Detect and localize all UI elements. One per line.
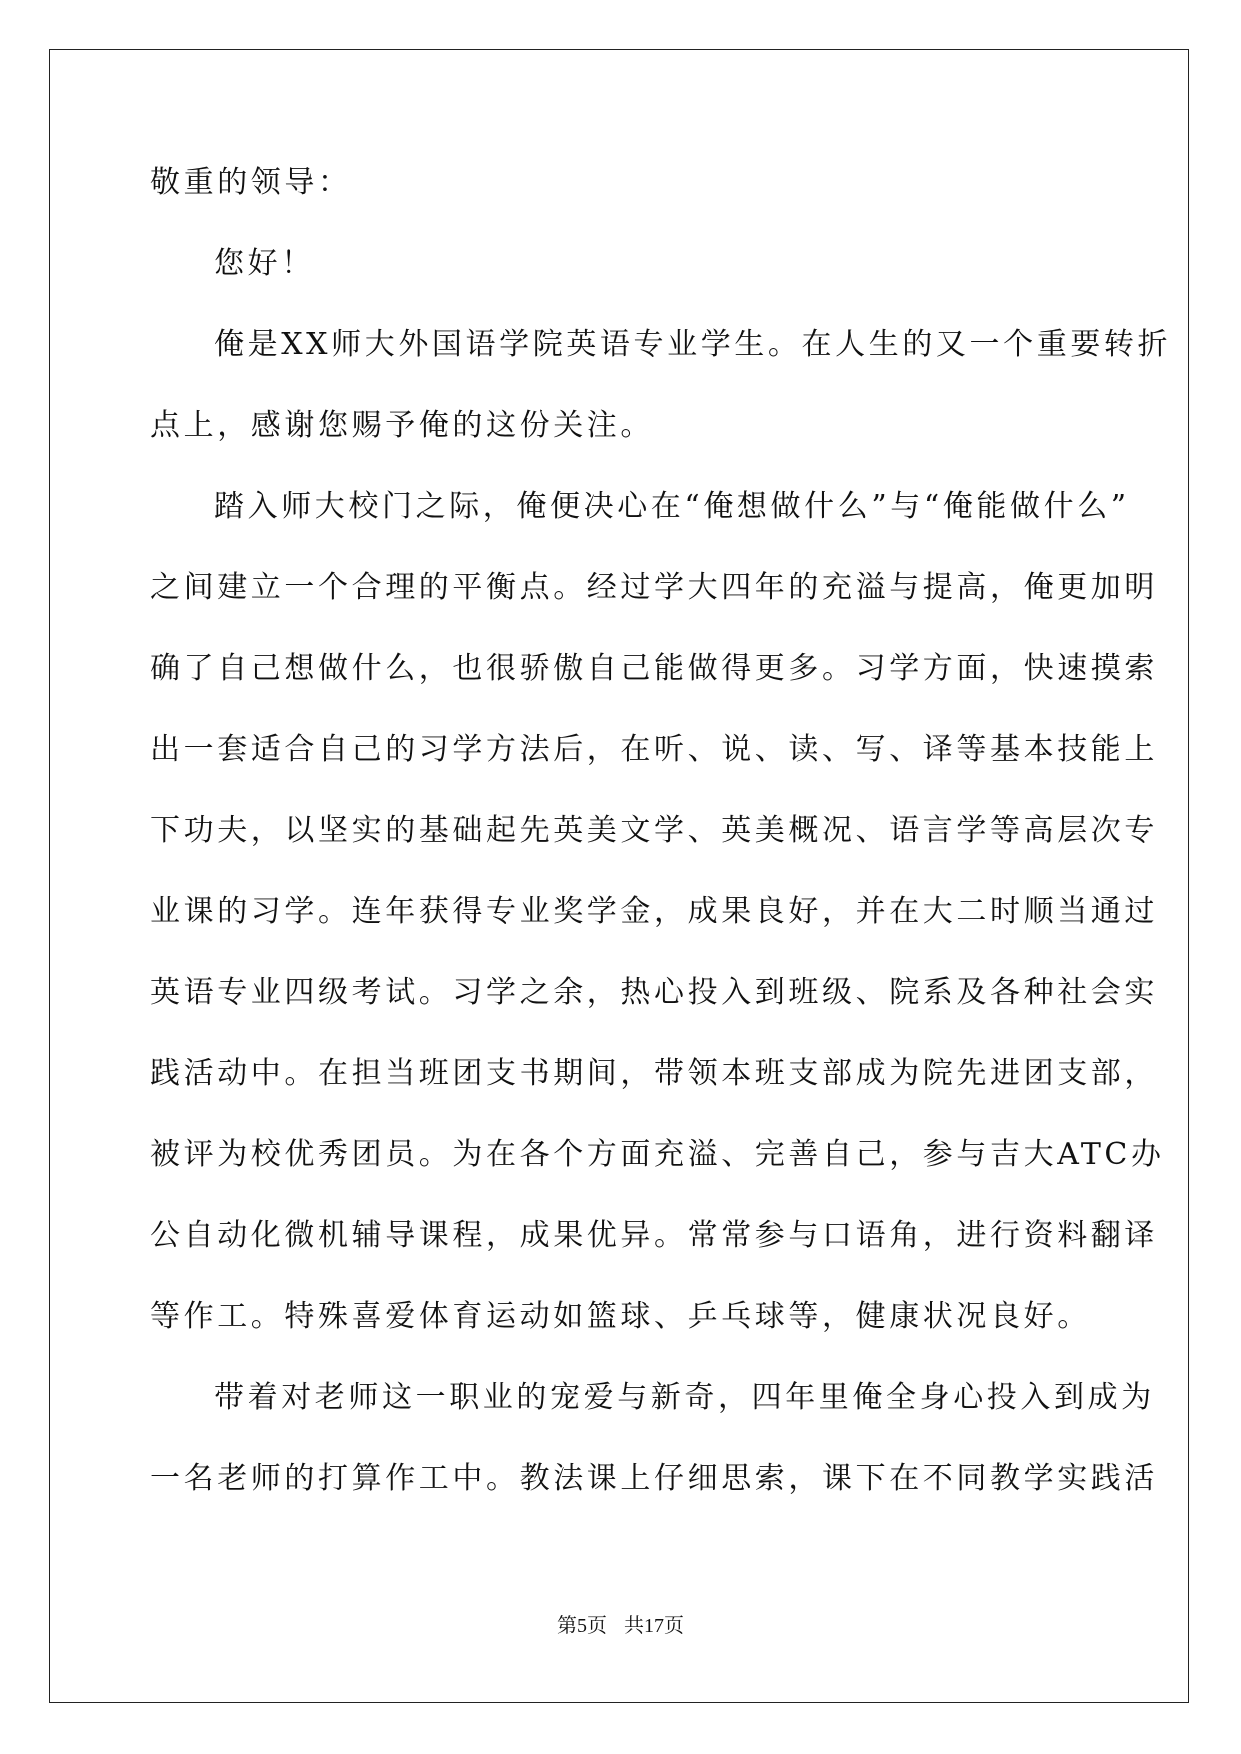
greeting: 您好！ bbox=[214, 246, 315, 281]
paragraph-line: 英语专业四级考试。习学之余，热心投入到班级、院系及各种社会实 bbox=[150, 975, 1158, 1010]
paragraph-line: 践活动中。在担当班团支书期间，带领本班支部成为院先进团支部， bbox=[150, 1056, 1158, 1091]
paragraph-line: 下功夫，以坚实的基础起先英美文学、英美概况、语言学等高层次专 bbox=[150, 813, 1158, 848]
page-total: 共17页 bbox=[624, 1615, 684, 1637]
paragraph-line: 被评为校优秀团员。为在各个方面充溢、完善自己，参与吉大ATC办 bbox=[150, 1137, 1165, 1172]
paragraph-line: 业课的习学。连年获得专业奖学金，成果良好，并在大二时顺当通过 bbox=[150, 894, 1158, 929]
paragraph-line: 点上，感谢您赐予俺的这份关注。 bbox=[150, 408, 654, 443]
page-footer bbox=[0, 1615, 1241, 1637]
paragraph-line: 带着对老师这一职业的宠爱与新奇，四年里俺全身心投入到成为 bbox=[214, 1380, 1155, 1415]
paragraph-line: 一名老师的打算作工中。教法课上仔细思索，课下在不同教学实践活 bbox=[150, 1461, 1158, 1496]
salutation: 敬重的领导： bbox=[150, 165, 352, 200]
paragraph-line: 确了自己想做什么，也很骄傲自己能做得更多。习学方面，快速摸索 bbox=[150, 651, 1158, 686]
page-number: 第5页 bbox=[557, 1615, 607, 1637]
paragraph-line: 公自动化微机辅导课程，成果优异。常常参与口语角，进行资料翻译 bbox=[150, 1218, 1158, 1253]
paragraph-line: 出一套适合自己的习学方法后，在听、说、读、写、译等基本技能上 bbox=[150, 732, 1158, 767]
paragraph-line: 之间建立一个合理的平衡点。经过学大四年的充溢与提高，俺更加明 bbox=[150, 570, 1158, 605]
letter-body bbox=[150, 165, 1172, 1545]
paragraph-line: 踏入师大校门之际，俺便决心在“俺想做什么”与“俺能做什么” bbox=[214, 489, 1130, 524]
paragraph-line: 等作工。特殊喜爱体育运动如篮球、乒乓球等，健康状况良好。 bbox=[150, 1299, 1091, 1334]
paragraph-line: 俺是XX师大外国语学院英语专业学生。在人生的又一个重要转折 bbox=[214, 327, 1172, 362]
